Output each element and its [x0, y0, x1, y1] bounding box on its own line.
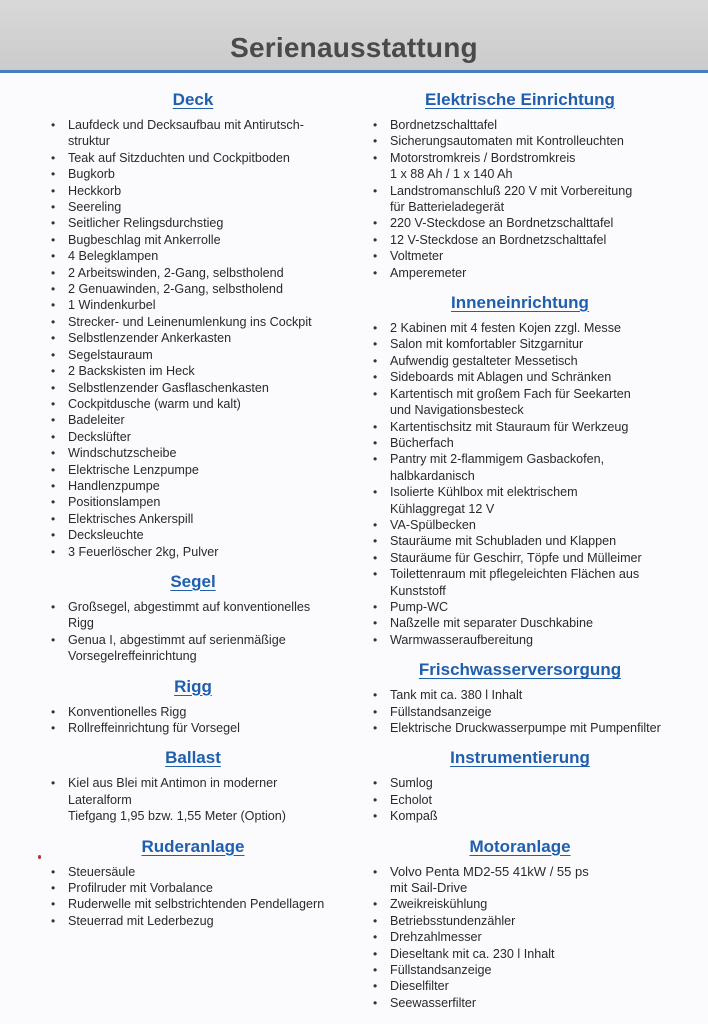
list-item-text: • Warmwasseraufbereitung: [390, 632, 534, 647]
section-list-instrumentierung: [370, 775, 670, 824]
list-item-text: • Stauräume mit Schubladen und Klappen: [390, 534, 617, 549]
list-item: [370, 353, 670, 369]
list-item-text: • Bugkorb: [68, 167, 115, 182]
list-item-text: • Dieseltank mit ca. 230 l Inhalt: [390, 946, 555, 961]
list-item: [48, 913, 338, 929]
list-item: [48, 166, 338, 182]
section-list-segel: [48, 599, 338, 665]
list-item: [48, 150, 338, 166]
list-item-text: • Segelstauraum: [68, 347, 153, 362]
list-item-text: • Stauräume für Geschirr, Töpfe und Mülleimer: [390, 550, 642, 565]
list-item: [48, 396, 338, 412]
list-item: [370, 913, 670, 929]
list-item-text: • Motorstromkreis / Bordstromkreis: [390, 150, 576, 165]
list-item-text: • Elektrisches Ankerspill: [68, 511, 194, 526]
list-item: [48, 704, 338, 720]
list-item: [48, 412, 338, 428]
list-item-text: • Füllstandsanzeige: [390, 963, 492, 978]
list-item-text: • Teak auf Sitzduchten und Cockpitboden: [68, 150, 290, 165]
list-item-text: • VA-Spülbecken: [390, 517, 476, 532]
list-item: [48, 248, 338, 264]
list-item-text: • 220 V-Steckdose an Bordnetzschalttafel: [390, 216, 614, 231]
list-item: [48, 864, 338, 880]
section-list-ruderanlage: [48, 864, 338, 930]
list-item-text: • Laufdeck und Decksaufbau mit Antirutsch-: [68, 118, 304, 132]
list-item-text: • Seereling: [68, 200, 122, 215]
list-item-text: • Echolot: [390, 792, 433, 807]
list-item-text: • Rollreffeinrichtung für Vorsegel: [68, 721, 240, 735]
list-item: [48, 632, 338, 665]
section-list-ballast: [48, 775, 338, 824]
list-item-text: • Aufwendig gestalteter Messetisch: [390, 353, 578, 368]
list-item-text: • Voltmeter: [390, 249, 444, 264]
section-title-rigg: Rigg: [174, 676, 212, 696]
list-item: [370, 599, 670, 615]
list-item-text: • Volvo Penta MD2-55 41kW / 55 ps: [390, 863, 589, 879]
list-item: [370, 720, 670, 736]
list-item: [370, 369, 670, 385]
list-item-text: • 2 Kabinen mit 4 festen Kojen zzgl. Messe: [390, 321, 622, 336]
list-item: [370, 550, 670, 566]
list-item: [48, 265, 338, 281]
list-item: [370, 946, 670, 962]
list-item-text: • Decksleuchte: [68, 528, 144, 543]
list-item-text: struktur: [68, 134, 110, 149]
list-item: [48, 511, 338, 527]
list-item: [48, 478, 338, 494]
list-item-text: Rigg: [68, 616, 94, 631]
stray-mark: [38, 855, 41, 859]
list-item-text: • Kartentischsitz mit Stauraum für Werkzeug: [390, 419, 629, 434]
list-item: [48, 896, 338, 912]
list-item-text: Tiefgang 1,95 bzw. 1,55 Meter (Option): [68, 809, 286, 824]
section-title-instrumentierung: Instrumentierung: [450, 748, 590, 768]
section-title-frischwasserversorgung: Frischwasserversorgung: [418, 660, 622, 680]
list-item-text: • Dieselfilter: [390, 979, 449, 994]
list-item: [48, 281, 338, 297]
list-item-text: • Sicherungsautomaten mit Kontrolleuchten: [390, 134, 624, 149]
list-item-text: • Bordnetzschalttafel: [390, 118, 498, 132]
list-item-text: • Positionslampen: [68, 495, 161, 510]
list-item-text: • 3 Feuerlöscher 2kg, Pulver: [68, 544, 219, 559]
list-item: [48, 297, 338, 313]
list-item-text: • Bugbeschlag mit Ankerrolle: [68, 232, 221, 247]
list-item: [370, 435, 670, 451]
list-item: [370, 150, 670, 183]
list-item: [48, 363, 338, 379]
list-item: [370, 533, 670, 549]
list-item: [370, 419, 670, 435]
list-item-text: • Naßzelle mit separater Duschkabine: [390, 616, 593, 631]
section-title-motoranlage: Motoranlage: [469, 836, 571, 856]
list-item: [48, 527, 338, 543]
list-item-text: • 2 Arbeitswinden, 2-Gang, selbstholend: [68, 265, 284, 280]
list-item: [370, 896, 670, 912]
list-item: [48, 429, 338, 445]
list-item-text: • Isolierte Kühlbox mit elektrischem: [390, 485, 578, 500]
list-item: [48, 232, 338, 248]
list-item: [370, 704, 670, 720]
list-item-text: • 2 Backskisten im Heck: [68, 364, 195, 379]
list-item-text: Lateralform: [68, 792, 132, 807]
list-item-text: mit Sail-Drive: [390, 880, 468, 896]
list-item-text: • Elektrische Druckwasserpumpe mit Pumpenfilter: [390, 721, 661, 735]
list-item: [48, 330, 338, 346]
list-item-text: • Steuersäule: [68, 864, 136, 879]
section-title-elektrische-einrichtung: Elektrische Einrichtung: [425, 90, 615, 109]
list-item-text: • Steuerrad mit Lederbezug: [68, 913, 214, 928]
list-item-text: • Elektrische Lenzpumpe: [68, 462, 199, 477]
list-item-text: • Pantry mit 2-flammigem Gasbackofen,: [390, 452, 605, 467]
list-item: [370, 808, 670, 824]
list-item-text: • Sideboards mit Ablagen und Schränken: [390, 370, 612, 385]
list-item-text: • 4 Belegklampen: [68, 249, 159, 264]
list-item: [48, 347, 338, 363]
list-item: [370, 248, 670, 264]
list-item-text: 1 x 88 Ah / 1 x 140 Ah: [390, 167, 513, 182]
right-column: [370, 88, 670, 1021]
list-item: [370, 775, 670, 791]
list-item-text: • Strecker- und Leinenumlenkung ins Cockpit: [68, 314, 312, 329]
list-item-text: • Badeleiter: [68, 413, 125, 428]
list-item-text: • Tank mit ca. 380 l Inhalt: [390, 688, 523, 703]
section-title-segel: Segel: [170, 571, 216, 591]
section-list-deck: [48, 117, 338, 560]
list-item-text: Vorsegelreffeinrichtung: [68, 649, 197, 664]
list-item-text: Kunststoff: [390, 583, 446, 598]
list-item-text: • Profilruder mit Vorbalance: [68, 881, 213, 896]
list-item: [370, 792, 670, 808]
list-item-text: halbkardanisch: [390, 468, 475, 483]
list-item-text: • Kompaß: [390, 809, 438, 824]
list-item: [48, 314, 338, 330]
list-item: [370, 117, 670, 133]
list-item-text: für Batterieladegerät: [390, 200, 505, 215]
section-title-ballast: Ballast: [165, 748, 221, 768]
list-item-text: und Navigationsbesteck: [390, 403, 524, 418]
list-item-text: • Salon mit komfortabler Sitzgarnitur: [390, 337, 584, 352]
list-item: [370, 232, 670, 248]
list-item-text: • Toilettenraum mit pflegeleichten Flächen aus: [390, 567, 640, 582]
list-item-text: • Großsegel, abgestimmt auf konventionelles: [68, 599, 311, 614]
list-item-text: • Drehzahlmesser: [390, 930, 482, 945]
page-title: Serienausstattung: [230, 32, 478, 63]
list-item: [370, 320, 670, 336]
list-item: [48, 183, 338, 199]
list-item-text: • Seitlicher Relingsdurchstieg: [68, 216, 224, 231]
list-item: [370, 566, 670, 599]
list-item: [370, 615, 670, 631]
list-item-text: • Selbstlenzender Gasflaschenkasten: [68, 380, 269, 395]
list-item-text: • Deckslüfter: [68, 429, 131, 444]
list-item: [48, 215, 338, 231]
list-item: [48, 462, 338, 478]
list-item-text: • Amperemeter: [390, 265, 467, 280]
list-item: [370, 995, 670, 1011]
list-item: [370, 687, 670, 703]
list-item: [370, 484, 670, 517]
list-item: [48, 599, 338, 632]
left-column: [48, 88, 338, 939]
list-item-text: • Landstromanschluß 220 V mit Vorbereitung: [390, 183, 633, 198]
list-item-text: • Betriebsstundenzähler: [390, 913, 516, 928]
list-item-text: • Genua I, abgestimmt auf serienmäßige: [68, 632, 286, 647]
list-item-text: • Selbstlenzender Ankerkasten: [68, 331, 232, 346]
list-item: [48, 380, 338, 396]
list-item: [370, 183, 670, 216]
list-item: [48, 775, 338, 824]
section-list-elektrische-einrichtung: [370, 117, 670, 281]
list-item: [370, 265, 670, 281]
list-item: [370, 864, 670, 897]
section-list-inneneinrichtung: [370, 320, 670, 648]
list-item: [370, 962, 670, 978]
list-item-text: • Zweikreiskühlung: [390, 897, 488, 912]
list-item-text: • Sumlog: [390, 776, 433, 791]
list-item-text: • Füllstandsanzeige: [390, 704, 492, 719]
list-item: [370, 386, 670, 419]
list-item: [370, 929, 670, 945]
list-item-text: • Pump-WC: [390, 599, 449, 614]
list-item-text: • Konventionelles Rigg: [68, 704, 187, 719]
list-item-text: Kühlaggregat 12 V: [390, 501, 495, 516]
list-item-text: • 1 Windenkurbel: [68, 298, 156, 313]
list-item: [48, 494, 338, 510]
list-item: [370, 978, 670, 994]
list-item: [48, 720, 338, 736]
list-item: [48, 544, 338, 560]
list-item-text: • Bücherfach: [390, 435, 454, 450]
list-item: [370, 451, 670, 484]
list-item: [370, 632, 670, 648]
list-item-text: • Windschutzscheibe: [68, 446, 177, 461]
list-item-text: • Seewasserfilter: [390, 995, 477, 1010]
list-item-text: • Handlenzpumpe: [68, 478, 160, 493]
list-item-text: • 2 Genuawinden, 2-Gang, selbstholend: [68, 282, 283, 297]
list-item-text: • Heckkorb: [68, 183, 122, 198]
section-title-inneneinrichtung: Inneneinrichtung: [451, 293, 589, 313]
section-list-frischwasserversorgung: [370, 687, 670, 736]
list-item-text: • Ruderwelle mit selbstrichtenden Pendellagern: [68, 897, 325, 912]
list-item: [370, 336, 670, 352]
list-item: [48, 199, 338, 215]
list-item: [48, 880, 338, 896]
list-item: [48, 117, 338, 150]
list-item-text: • Kiel aus Blei mit Antimon in moderner: [68, 776, 278, 791]
list-item-text: • Cockpitdusche (warm und kalt): [68, 396, 241, 411]
list-item: [370, 215, 670, 231]
list-item: [48, 445, 338, 461]
section-title-deck: Deck: [172, 90, 214, 109]
list-item: [370, 517, 670, 533]
list-item-text: • Kartentisch mit großem Fach für Seekarten: [390, 386, 631, 401]
section-list-motoranlage: [370, 864, 670, 1012]
list-item: [370, 133, 670, 149]
list-item-text: • 12 V-Steckdose an Bordnetzschalttafel: [390, 232, 607, 247]
section-title-ruderanlage: Ruderanlage: [141, 836, 245, 856]
section-list-rigg: [48, 704, 338, 737]
